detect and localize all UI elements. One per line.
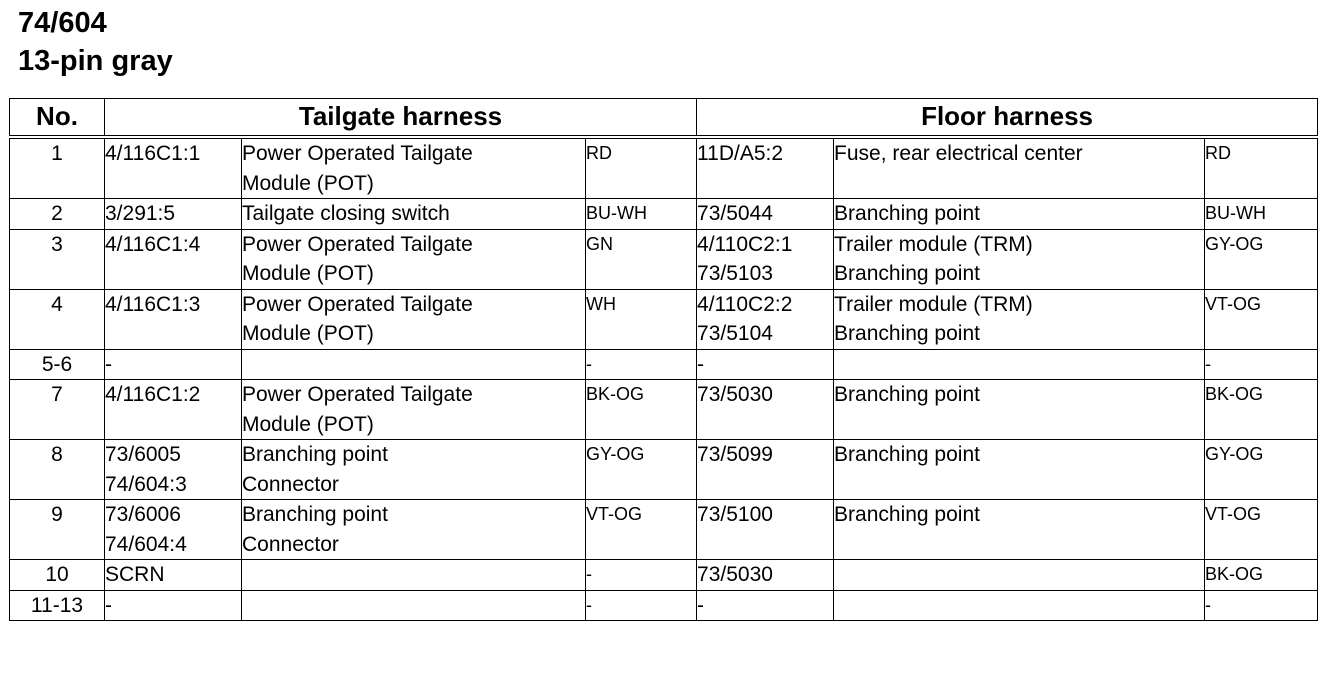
pin-number: 11-13 — [10, 590, 105, 621]
header-tailgate-harness: Tailgate harness — [105, 99, 697, 138]
tailgate-component-code — [105, 440, 242, 500]
tailgate-component-code — [105, 199, 242, 230]
tailgate-description-line: Connector — [242, 532, 339, 556]
tailgate-component-code — [105, 560, 242, 591]
tailgate-component-code — [105, 349, 242, 380]
floor-component-code — [697, 199, 834, 230]
floor-wire-color: BK-OG — [1205, 560, 1318, 591]
floor-code-line: 11D/A5:2 — [697, 142, 784, 165]
table-row — [10, 289, 1318, 349]
floor-description-line: Branching point — [834, 383, 980, 406]
floor-component-description — [834, 229, 1205, 289]
tailgate-description-line: Module (POT) — [242, 262, 374, 285]
pin-table — [9, 98, 1318, 621]
tailgate-component-description — [242, 590, 586, 621]
floor-description-line: Branching point — [834, 443, 980, 466]
table-row — [10, 560, 1318, 591]
floor-wire-color: RD — [1205, 137, 1318, 199]
floor-code-line: - — [697, 593, 705, 617]
floor-wire-color: GY-OG — [1205, 440, 1318, 500]
pin-number: 4 — [10, 289, 105, 349]
tailgate-code-line: 74/604:3 — [105, 472, 187, 496]
floor-component-code — [697, 500, 834, 560]
floor-wire-color: BK-OG — [1205, 380, 1318, 440]
floor-code-line: 73/5030 — [697, 563, 773, 586]
pin-number: 8 — [10, 440, 105, 500]
floor-code-line: - — [697, 352, 705, 376]
floor-description-line: Trailer module (TRM) — [834, 292, 1033, 316]
floor-code-line: 73/5030 — [697, 383, 773, 406]
table-row — [10, 349, 1318, 380]
floor-component-code — [697, 440, 834, 500]
tailgate-wire-color: WH — [586, 289, 697, 349]
floor-component-description — [834, 289, 1205, 349]
tailgate-component-code — [105, 380, 242, 440]
connector-description: 13-pin gray — [18, 45, 173, 77]
tailgate-component-code — [105, 289, 242, 349]
floor-component-description — [834, 349, 1205, 380]
floor-component-code — [697, 137, 834, 199]
tailgate-description-line: Power Operated Tailgate — [242, 383, 473, 406]
table-row — [10, 137, 1318, 199]
table-row — [10, 500, 1318, 560]
tailgate-component-description — [242, 289, 586, 349]
tailgate-component-code — [105, 137, 242, 199]
header-no: No. — [10, 99, 105, 138]
tailgate-wire-color: - — [586, 560, 697, 591]
tailgate-description-line: Power Operated Tailgate — [242, 292, 473, 316]
tailgate-code-line: 4/116C1:4 — [105, 232, 201, 256]
table-row — [10, 590, 1318, 621]
tailgate-code-line: 3/291:5 — [105, 202, 176, 225]
tailgate-code-line: - — [105, 593, 112, 617]
pin-number: 7 — [10, 380, 105, 440]
tailgate-code-line: 4/116C1:1 — [105, 142, 201, 165]
table-row — [10, 199, 1318, 230]
floor-wire-color: BU-WH — [1205, 199, 1318, 230]
connector-heading — [18, 4, 173, 80]
floor-component-description — [834, 380, 1205, 440]
floor-component-code — [697, 229, 834, 289]
tailgate-description-line: Power Operated Tailgate — [242, 142, 473, 165]
tailgate-wire-color: RD — [586, 137, 697, 199]
floor-component-description — [834, 440, 1205, 500]
floor-code-line: 4/110C2:1 — [697, 232, 793, 256]
tailgate-component-description — [242, 229, 586, 289]
floor-description-line: Trailer module (TRM) — [834, 232, 1033, 256]
floor-component-code — [697, 289, 834, 349]
floor-wire-color: VT-OG — [1205, 500, 1318, 560]
pin-number: 10 — [10, 560, 105, 591]
tailgate-code-line: 74/604:4 — [105, 532, 187, 556]
tailgate-description-line: Module (POT) — [242, 171, 374, 195]
pin-number: 5-6 — [10, 349, 105, 380]
tailgate-description-line: Module (POT) — [242, 412, 374, 436]
tailgate-code-line: 4/116C1:2 — [105, 383, 201, 406]
floor-description-line: Branching point — [834, 503, 980, 526]
tailgate-wire-color: - — [586, 349, 697, 380]
floor-code-line: 73/5099 — [697, 443, 773, 466]
floor-component-code — [697, 380, 834, 440]
tailgate-description-line: Module (POT) — [242, 322, 374, 345]
tailgate-component-code — [105, 229, 242, 289]
table-row — [10, 229, 1318, 289]
tailgate-wire-color: BK-OG — [586, 380, 697, 440]
floor-wire-color: GY-OG — [1205, 229, 1318, 289]
floor-component-description — [834, 199, 1205, 230]
floor-code-line: 73/5104 — [697, 322, 773, 345]
floor-wire-color: VT-OG — [1205, 289, 1318, 349]
floor-description-line: Branching point — [834, 322, 980, 345]
tailgate-description-line: Branching point — [242, 503, 388, 526]
tailgate-code-line: SCRN — [105, 563, 165, 586]
tailgate-wire-color: VT-OG — [586, 500, 697, 560]
floor-component-code — [697, 560, 834, 591]
tailgate-component-description — [242, 199, 586, 230]
floor-code-line: 73/5100 — [697, 503, 773, 526]
floor-code-line: 73/5044 — [697, 202, 773, 225]
tailgate-component-description — [242, 349, 586, 380]
tailgate-wire-color: GN — [586, 229, 697, 289]
floor-description-line: Fuse, rear electrical center — [834, 142, 1083, 165]
tailgate-wire-color: GY-OG — [586, 440, 697, 500]
table-body — [10, 137, 1318, 621]
pin-number: 1 — [10, 137, 105, 199]
floor-code-line: 73/5103 — [697, 262, 773, 285]
floor-wire-color: - — [1205, 349, 1318, 380]
tailgate-component-code — [105, 590, 242, 621]
floor-description-line: Branching point — [834, 262, 980, 285]
floor-description-line: Branching point — [834, 202, 980, 225]
tailgate-wire-color: - — [586, 590, 697, 621]
tailgate-wire-color: BU-WH — [586, 199, 697, 230]
tailgate-code-line: - — [105, 352, 112, 376]
floor-component-description — [834, 500, 1205, 560]
floor-component-description — [834, 590, 1205, 621]
table-row — [10, 380, 1318, 440]
floor-code-line: 4/110C2:2 — [697, 292, 793, 316]
tailgate-code-line: 4/116C1:3 — [105, 292, 201, 316]
floor-component-description — [834, 560, 1205, 591]
pin-number: 3 — [10, 229, 105, 289]
table-row — [10, 440, 1318, 500]
tailgate-component-description — [242, 137, 586, 199]
tailgate-component-description — [242, 380, 586, 440]
tailgate-description-line: Power Operated Tailgate — [242, 232, 473, 256]
tailgate-component-description — [242, 500, 586, 560]
tailgate-component-code — [105, 500, 242, 560]
floor-wire-color: - — [1205, 590, 1318, 621]
connector-id: 74/604 — [18, 7, 107, 39]
pin-number: 9 — [10, 500, 105, 560]
tailgate-component-description — [242, 440, 586, 500]
pin-number: 2 — [10, 199, 105, 230]
tailgate-description-line: Tailgate closing switch — [242, 202, 450, 225]
tailgate-description-line: Connector — [242, 472, 339, 496]
tailgate-code-line: 73/6005 — [105, 443, 181, 466]
floor-component-description — [834, 137, 1205, 199]
floor-component-code — [697, 349, 834, 380]
tailgate-component-description — [242, 560, 586, 591]
tailgate-description-line: Branching point — [242, 443, 388, 466]
header-floor-harness: Floor harness — [697, 99, 1318, 138]
tailgate-code-line: 73/6006 — [105, 503, 181, 526]
floor-component-code — [697, 590, 834, 621]
table-header-row — [10, 99, 1318, 138]
